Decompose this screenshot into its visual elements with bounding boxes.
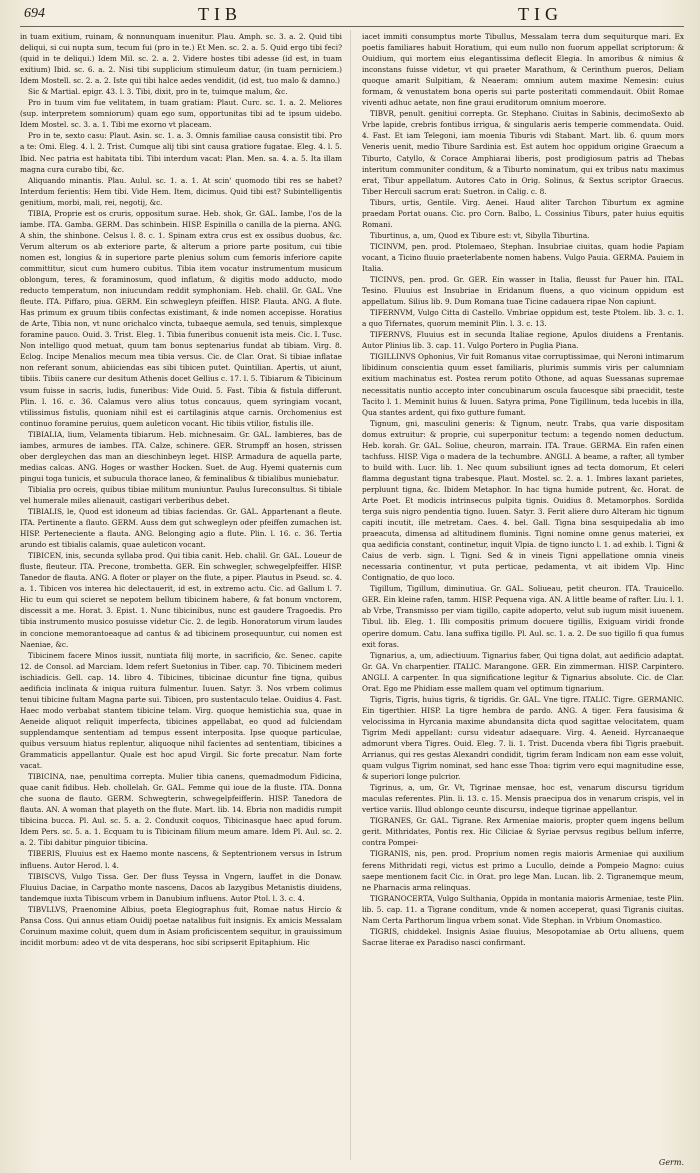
dictionary-entry: TICINVS, pen. prod. Gr. GER. Ein wasser in Italia, fleusst fur Pauer hin. ITAL. Tesino. Fluuius est Insubriae in Eridanum fluens, a quo vicinum oppidum est appellatum. Silius lib. 9. Dum Romana tuae Ticine cadauera ripae Non capiunt. [362,275,684,307]
dictionary-entry: Tiburtinus, a, um, Quod ex Tibure est: vt, Sibylla Tiburtina. [370,230,590,240]
dictionary-entry: Tiburs, urtis, Gentile. Virg. Aenei. Haud aliter Tarchon Tiburtum ex agmine praedam Portat ouans. Cic. pro Corn. Balbo, L. Cossinius Tiburs, pater huius equitis Romani. [362,197,684,229]
dictionary-entry: Sic & Martial. epigr. 43. l. 3. Tibi, dixit, pro in te, tuimque malum, &c. [28,87,288,97]
dictionary-entry: TIFERNVS, Fluuius est in secunda Italiae regione, Apulos diuidens a Frentanis. Autor Plinius lib. 3. cap. 11. Vulgo Portero in Puglia Piana. [362,330,684,351]
dictionary-entry: TIGRIS, chiddekel. Insignis Asiae fluuius, Mesopotamiae ab Ortu alluens, quem Sacrae literae ex Paradiso nasci confirmant. [362,926,684,947]
dictionary-entry: TIFERNVM, Vulgo Citta di Castello. Vmbriae oppidum est, teste Ptolem. lib. 3. c. 1. a quo Tifernates, quorum meminit Plin. l. 3. c. 13. [362,308,684,329]
dictionary-entry: Pro in tuum vim fue velitatem, in tuam gratiam: Plaut. Curc. sc. 1. a. 2. Meliores (sup. interpretem somniorum) quam ego sum, opportunitas tibi ad te ipsum uidebo. Idem Mostel. sc. 3. a. 1. Tibi me exorno vt placeam. [20,98,342,130]
dictionary-entry: TIBICEN, inis, secunda syllaba prod. Qui tibia canit. Heb. chalil. Gr. GAL. Loueur de fluste, fleuteur. ITA. Precone, trombetta. GER. Ein schwegler, schwegelpfeiffer. HISP. Tanedor de flauta. ANG. A floter or player on the flute, a piper. Plautus in Pseud. sc. 4. a. 1. Tibicen vos interea hic delectauerit, id est, in extremo actu. Cic. ad Gallum l. 7. Hic tu eum qui scieret se nepotem bellum tibicinem habere, & fat bonum vnctorem, discessit a me. Horat. 3. Epist. 1. Nunc tibicinibus, nunc est gaudere Tragoedis. Pro tibia instrumento musico posuisse videtur Cic. 2. de legib. Honoratorum virum laudes in concione memorantoeaque ad cantus & ad tibicinem prosequuntur, cui nomen est Naeniae, &c. [20,551,342,649]
dictionary-entry: TIBVLLVS, Praenomine Albius, poeta Elegiographus fuit, Romae natus Hircio & Pansa Coss. Qui annus etiam Ouidij poetae natalibus fuit insignis. Ex amicis Messalam Coruinum maxime coluit, quem dum in Asiam proficiscentem sequitur, in grauissimum incidit morbum: adeo vt de vita desperans, hoc sibi scripserit Epitaphium. Hic [20,904,342,947]
dictionary-entry: TICINVM, pen. prod. Ptolemaeo, Stephan. Insubriae ciuitas, quam hodie Papiam vocant, a Ticino fluuio praeterlabente nomen habens. Vulgo Pauia. GERMA. Pauiem in Italia. [362,241,684,273]
dictionary-entry: Aliquando minantis. Plau. Aulul. sc. 1. a. 1. At scin' quomodo tibi res se habet? Interdum ferientis: Hem tibi. Vide Hem. Item, dicimus. Quid tibi est? Subintelligentis genitium, morbi, mali, rei, negotij, &c. [20,175,342,207]
right-headword-range: TIG [518,4,563,24]
dictionary-entry: iacet immiti consumptus morte Tibullus, Messalam terra dum sequiturque mari. Ex poetis familiares habuit Horatium, qui eum nullo non fuorum appellat scriptorum: & Ouidium, qui mortem eius elegantissima deflecit Elegia. In amoribus & nimius & inconstans fuisse videtur, vt qui praeter Marathum, & Cerinthum pueros, Deliam quoque amarit Sulpitiam, & Neaeram: omnium autem maxime Nemesin: cuius formam, & venustatem bona operis sui parte posteritati commendauit. Obiit Romae viventi adhuc aetate, non fine graui eruditorum omnium moerore. [362,32,684,108]
dictionary-entry: TIGILLINVS Ophonius, Vir fuit Romanus vitae corruptissimae, qui Neroni intimarum libidinum conscientia quum esset familiaris, plurimis summis viris per calumniam exitium machinatus est. Postea rerum potito Othone, ad aquas Suessanas supremae necessitatis nuntio accepto inter concubinarum oscula faucesque sibi praecidit, teste Tacito l. 1. Meminit huius & Iuuen. Satyra prima, Pone Tigillinum, teda lucebis in illa, Qua stantes ardent, qui fixo gutture fumant. [362,352,684,417]
left-column [20,31,342,1159]
dictionary-entry: TIBVR, penult. genitiui correpta. Gr. Stephano. Ciuitas in Sabinis, decimoSexto ab Vrbe lapide, crebris fontibus irrigua, & singularis aeris temperie commendata. Ouid. 4. Fast. Et iam Telegoni, iam moenia Tiburis vdi Stabant. Mart. lib. 6. quum mors Veneris uenit, medio Tibure Sardinia est. Est autem hoc oppidum origine Graecum a Tiburto, Catyllo, & Corace Amphiarai liberis, post prodigiosum patris ad Thebas interitum communiter conditum, & a Tiburto nominatum, qui ex tribus natu maximus erat, Tibur appellatum. Autores Cato in Orig. Solinus, & Sextus scriptor Graecus. Tiber Herculi sacrum erat: Suetron. in Calig. c. 8. [362,109,684,196]
dictionary-entry: Tignum, gni, masculini generis: & Tignum, neutr. Trabs, qua varie dispositam domus extruitur: & proprie, cui superponitur tectum: a tegendo nomen deductum. Heb. korah. Gr. GAL. Soliue, cheuron, marrain. ITA. Traue. GERMA. Ein rafen einen tachfuss. HISP. Viga o madera de la techumbre. ANGLI. A beame, a rafter, all tymber to build with. Lucr. lib. 1. Nec quum subsiliunt ignes ad tecta domorum, Et celeri flamma degustant tigna trabesque. Plaut. Mostel. sc. 2. a. 1. Imbres laxant parietes, perpluunt tigna, &c. Ibidem Metaphor. In hac tigna humide putrent, &c. Horat. de Arte Poet. Et modicis intrinsecus pulpita tignis. Ouidius 8. Metamorphos. Sordida terga suis nigro pendentia tigno. Iuuen. Satyr. 3. Ferit aliere duro Alteram hic tignum capiti incutit, ille metretam. Caes. 4. bel. Gall. Tigna bina sesquipedalia ab imo praeacuta, dimensa ad altitudinem fluminis. Tigni nomine omne genus materiei, ex qua aedificia constant, continetur, inquit Vlpia. de tigno iuncto l. 1. ad exhib. l. Tigni & Caius de verb. sign. l. Tigni. Sed & in vineis Tigni appellatione omnia vineis necessaria continentur, vt puta perticae, pedamenta, vt ait ibidem Vlp. Hinc Contignatio, de quo loco. [362,418,684,583]
text-columns [20,31,684,1159]
dictionary-entry: TIBICINA, nae, penultima correpta. Mulier tibia canens, quemadmodum Fidicina, quae canit fidibus. Heb. chollelah. Gr. GAL. Femme qui ioue de la fluste. ITA. Donna che suona de flauto. GERM. Schwegterin, schwegelpfeifferin. HISP. Tanedora de flauta. AN. A woman that playeth on the flute. Mart. lib. 14. Ebria non madidis rumpit tibicina bucca. Pl. Aul. sc. 5. a. 2. Conduxit coquos, Tibicinasque haec apud forum. Idem Pers. sc. 5. a. 1. Ecquam tu is Tibicinam filium meum amare. Idem Pl. Aul. sc. 2. a. 2. Tibi dabitur pinguior tibicina. [20,772,342,848]
dictionary-entry: TIBIALIS, le, Quod est idoneum ad tibias faciendas. Gr. GAL. Appartenant a fleute. ITA. Pertinente a flauto. GERM. Auss dem gut schwegleyn oder pfeiffen zumachen ist. HISP. Perteneciente a flauta. ANG. Belonging agio a flute. Plin. l. 16. c. 36. Tertia arundo est tibialis calamis, quae auleticon vocant. [20,507,342,550]
dictionary-entry: TIBERIS, Fluuius est ex Haemo monte nascens, & Septentrionem versus in Istrum influens. Autor Herod. l. 4. [20,849,342,870]
page-number: 694 [24,6,45,21]
column-gutter [350,30,351,1160]
dictionary-entry: TIBISCVS, Vulgo Tissa. Ger. Der fluss Teyssa in Vngern, lauffet in die Donaw. Fluuius Daciae, in Carpatho monte nascens, Dacos ab Iazygibus Metanistis diuidens, tandemque iuxta Tibiscum vrbem in Danubium influens. Autor Ptol. l. 3. c. 4. [20,871,342,903]
dictionary-entry: Pro in te, sexto casu: Plaut. Asin. sc. 1. a. 3. Omnis familiae causa consistit tibi. Pro a te: Omi. Eleg. 4. l. 2. Trist. Cumque alij tibi sint causa gratiore fugatae. Eleg. 4. l. 5. Ibid. Nec patria est habitata tibi. Tibi interdum vacat: Plan. Men. sa. 4. a. 5. Ita illam magna cura curabo tibi, &c. [20,131,342,174]
dictionary-entry: Tigris, Tigris, huius tigris, & tigridis. Gr. GAL. Vne tigre. ITALIC. Tigre. GERMANIC. Ein tigerthier. HISP. La tigre hembra de pardo. ANG. A tiger. Fera fausisima & velocissima in Hyrcania maxime abundansita dicta quod sagittae velocitatem, quam Tigrim Medi appellant: cursu videatur adaequare. Virg. 4. Aeneid. Hyrcanaeque admorunt vbera Tigres. Ouid. Eleg. 7. li. 1. Trist. Ducenda vbera fibi Tigris praebuit. Arrianus, qui res gestas Alexandri condidit, tigrim feram Indicam non eam esse voluit, quam vulgus Tigrim nominat, sed hanc esse Thoa: tigrim vero equi magnitudine esse, & superiori longe pulcrior. [362,694,684,782]
dictionary-entry: Tibialia pro ocreis, quibus tibiae militum muniuntur. Paulus Iureconsultus. Si tibiale vel humerale miles alienauit, castigari verberibus debet. [20,484,342,505]
running-head [20,4,684,27]
dictionary-entry: TIBIA, Proprie est os cruris, oppositum surae. Heb. shok, Gr. GAL. Iambe, l'os de la iambe. ITA. Gamba. GERM. Das schinbein. HISP. Espinilla o canilla de la pierna. ANG. A shin, the shinbone. Celsus l. 8. c. 1. Spinam extra crus est ex ossibus duobus, &c. Verum alterum os ab exteriore parte, & alterum a priore parte positum, cui tibie nomen est, longius & in superiore parte plenius solum cum femoris inferiore capite committitur, sicut cum humero cubitus. Tibia item vocatur instrumentum musicum oblongum, teres, & foraminosum, quod inflatum, & digitis modo adducto, modo reducto temperatum, non iniucundam reddit symphoniam. Heb. chalil. Gr. GAL. Vne fleute. ITA. Piffaro, piua. GERM. Ein schwegleyn pfeiffen. HISP. Flauta. ANG. A flute. Has primum ex gruum tibiis confectas existimant, & inde nomen accepisse. Horatius de Arte, Tibia non, vt nunc orichalco vincta, tubaeque aemula, sed tenuis, simplexque foramine pauco. Ouid. 3. Trist. Eleg. 1. Tibia funeribus conuenit ista meis. Cic. I. Tusc. Non intelligo quod metuat, quum tam bonus septenarius fundat ab tibiam. Virg. 8. Eclog. Incipe Menalios mecum mea tibia versus. Cic. de Clar. Orat. Si tibiae inflatae non referant sonum, abiiciendas eas sibi tibicen putet. Quintilian. Apertis, ut aiunt, tibiis. Tibiis canere cur desitum Athenis docet Gellius c. 17. l. 5. Tibiarum & Tibicinum vsum fuisse in sacris, ludis, funeribus: Vide Ouid. 5. Fast. Tibia & fistula differunt. Plin. l. 16. c. 36. Calamus vero alius totus concauus, quem syringiam vocant, vtilissimus fistulis, quoniam nihil est ei cartilaginis atque carnis. Orchomenius est continuo foramine peruius, quem auleticon vocant. Hic tibiis vtilior, fistulis ille. [20,208,342,428]
left-headword-range: TIB [198,4,242,24]
dictionary-entry: Tignarius, a, um, adiectiuum. Tignarius faber, Qui tigna dolat, aut aedificio adaptat. Gr. GA. Vn charpentier. ITALIC. Marangone. GER. Ein zimmerman. HISP. Carpintero. ANGLI. A carpenter. In qua significatione legitur & Tignarius absolute. Cic. de Clar. Orat. Ego me Phidiam esse mallem quam vel optimum tignarium. [362,650,684,693]
dictionary-entry: TIGRANIS, nis, pen. prod. Proprium nomen regis maioris Armeniae qui auxilium ferens Mithridati regi, victus est primo a Lucullo, deinde a Pompeio Magno: cuius saepe mentionem facit Cic. in Orat. pro lege Man. Lucan. lib. 2. Tigranemque meum, ne Pharnacis arma relinquas. [362,849,684,892]
dictionary-entry: TIGRANOCERTA, Vulgo Sulthania, Oppida in montania maioris Armeniae, teste Plin. lib. 5. cap. 11. a Tigrane conditum, vnde & nomen acceperat, quasi Tigranis ciuitas. Nam Certa Parthorum lingua vrbem sonat. Vide Stephan. in Vrbium Onomastico. [362,893,684,925]
right-column [362,31,684,1159]
dictionary-entry: Tigrinus, a, um, Gr. Vt, Tigrinae mensae, hoc est, venarum discursu tigridum maculas referentes. Plin. li. 13. c. 15. Mensis praecipua dos in venarum crispis, vel in vertice variis. Illud oblongo ceunte discursu, indeque tigrinae appellantur. [362,783,684,815]
dictionary-entry: TIGRANES, Gr. GAL. Tigrane. Rex Armeniae maioris, propter quem ingens bellum gerit. Mithridates, Pontis rex. Hic Ciliciae & Syriae pervsus regibus bellum inferre, contra Pompei- [362,816,684,848]
dictionary-entry: TIBIALIA, lium, Velamenta tibiarum. Heb. michnesaim. Gr. GAL. Iambieres, bas de iambes, armures de iambes. ITA. Calze, schinere. GER. Strumpff an hosen, strissen ober dergleychen das man an dieschinbeyn leget. HISP. Armadura de aquella parte, medias calcas. ANG. Hoges or wasther Hocken. Suet. de Aug. Hyemi quaternis cum pingui toga tunicis, et subucula thorace laneo, & feminalibus & tibialibus muniebatur. [20,429,342,483]
dictionary-entry: Tibicinem facere Minos iussit, nuntiata filij morte, in sacrificio, &c. Senec. capite 12. de Consol. ad Marciam. Idem refert Suetonius in Tiber. cap. 70. Tibicinem mederi ischiadicis. Gell. cap. 14. libro 4. Tibicines, tibicinae dicuntur fine tigna, quibus aedificia inclinata & iniqua ruitura fulmentur. Iuuen. Satyr. 3. Nos vrbem colimus tenui tibicine fultam Magna parte sui. Tibicen, pro sustentaculo telae. Ouidius 4. Fast. Haec modo verbabat stantem tibicine telam. Virg. quoque hemistichia sua, quae in Aeneide aliquot reliquit imperfecta, tibicines appellabat, eo quod ad fulciendam supplendamque sententiam ad tempus essent interposita. Ipse quoque particulae, quibus versuum hiatus replentur, aliquoque nihil facientes ad sententiam, tibicines a Grammaticis appellantur. Quale est hoc apud Virgil. Sic forte precatur. Nam forte vacat. [20,650,342,771]
dictionary-entry: Tigillum, Tigillum, diminutiua. Gr. GAL. Soliueau, petit cheuron. ITA. Trauicello. GER. Ein kleine rafen, tamm. HISP. Pequena viga. AN. A little beame of rafter. Liu. l. 1. ab Vrbe, Transmisso per viam tigillo, capite adoperto, velut sub iugum misit iuuenem. Tibul. lib. Eleg. 1. Illi compositis primum docuere tigillis, Exiguam viridi fronde operire domum. Catu. Iana suffixa tigillo. Pl. Aul. sc. 1. a. 2. De suo tigillo fi qua fumus exit foras. [362,584,684,649]
dictionary-entry: in tuam exitium, ruinam, & nonnunquam inuenitur. Plau. Amph. sc. 3. a. 2. Quid tibi deliqui, si cui nupta sum, tecum fui (pro in te.) Et Men. sc. 2. a. 5. Quid ergo tibi feci? (quid in te deliqui.) Idem Mil. sc. 2. a. 2. Videre hostes tibi adesse (id est, in tuam exitium) Ibid. sc. 6. a. 2. Nisi tibi supplicium stimuleum datur, (in tuam perniciem.) Idem Mostell. sc. 2. a. 2. Iste qui tibi halce aedes vendidit, (id est, tuo malo & damno.) [20,32,342,86]
catchword: Germ. [658,1158,684,1167]
